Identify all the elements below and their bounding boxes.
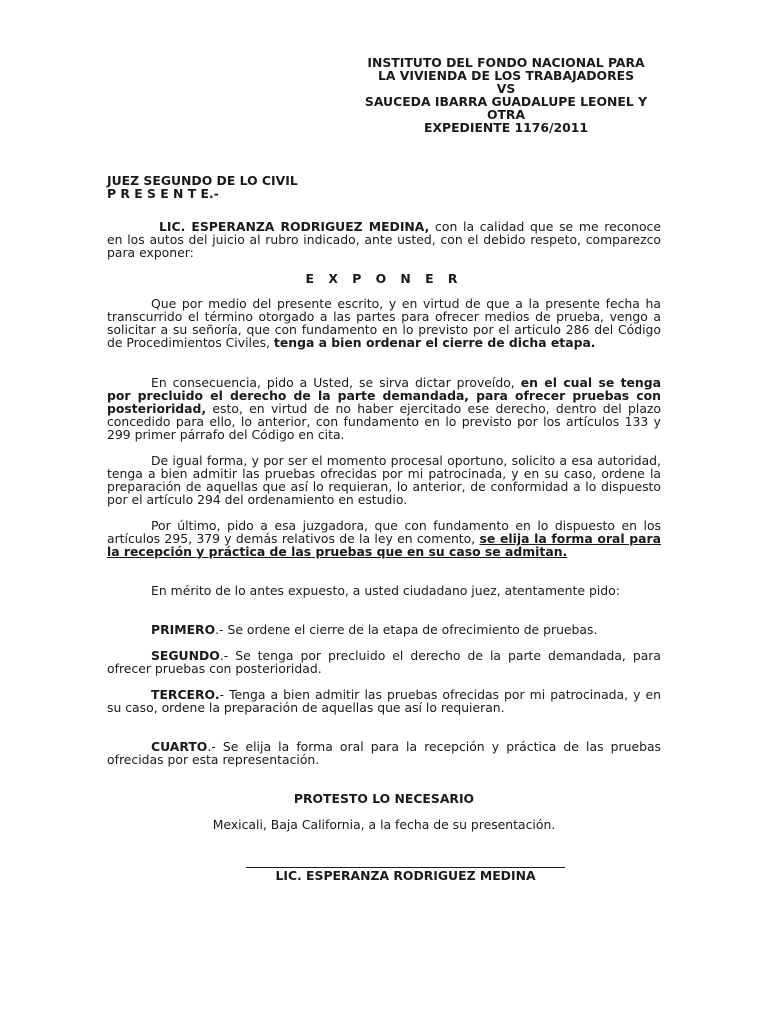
present-line: P R E S E N T E.- [107,186,219,201]
point-label: PRIMERO [151,622,216,637]
intro-paragraph [107,220,661,259]
p5-text: En mérito de lo antes expuesto, a usted ciudadano juez, atentamente pido: [151,583,620,598]
p4-bold-underlined: se elija la forma oral para la recepción y práctica de las pruebas que en su caso se admitan. [107,531,661,559]
paragraph-4 [107,519,661,558]
paragraph-2 [107,376,661,441]
point-tercero [107,688,661,714]
header-line: INSTITUTO DEL FONDO NACIONAL PARA [367,55,645,70]
header-line: VS [496,81,516,96]
petitioner-name: LIC. ESPERANZA RODRIGUEZ MEDINA, [159,219,430,234]
point-text: .- Se elija la forma oral para la recepción y práctica de las pruebas ofrecidas por esta representación. [107,739,661,767]
case-number: EXPEDIENTE 1176/2011 [423,120,589,135]
point-label: CUARTO [151,739,208,754]
point-segundo [107,649,661,675]
case-header [330,56,682,134]
paragraph-5 [107,584,661,597]
p2-text2: esto, en virtud de no haber ejercitado ese derecho, dentro del plazo concedido para ello, lo anterior, con fundamento en lo previsto por los artículos 133 y 299 primer párrafo del Código en cita. [107,401,661,442]
signature-name: LIC. ESPERANZA RODRIGUEZ MEDINA [275,868,536,883]
p1-bold: tenga a bien ordenar el cierre de dicha etapa. [273,335,596,350]
p2-bold: en el cual se tenga por precluido el derecho de la parte demandada, para ofrecer pruebas con posterioridad, [107,375,661,416]
point-label: TERCERO. [151,687,220,702]
header-line: LA VIVIENDA DE LOS TRABAJADORES [377,68,635,83]
point-label: SEGUNDO [151,648,220,663]
header-line: OTRA [486,107,526,122]
judge-title: JUEZ SEGUNDO DE LO CIVIL [107,173,298,188]
point-primero [107,623,661,636]
paragraph-1 [107,297,661,349]
p2-text1: En consecuencia, pido a Usted, se sirva dictar proveído, [151,375,521,390]
point-cuarto [107,740,661,766]
p3-text: De igual forma, y por ser el momento procesal oportuno, solicito a esa autoridad, tenga a bien admitir las pruebas ofrecidas por mi patrocinada, y en su caso, ordene la preparación de aquellas que así lo requieran, lo anterior, de conformidad a lo dispuesto por el artículo 294 del ordenamiento en estudio. [107,453,661,507]
point-text: - Tenga a bien admitir las pruebas ofrecidas por mi patrocinada, y en su caso, ordene la preparación de aquellas que así lo requieran. [107,687,661,715]
point-text: .- Se tenga por precluido el derecho de la parte demandada, para ofrecer pruebas con posterioridad. [107,648,661,676]
protest-line: PROTESTO LO NECESARIO [293,791,475,806]
paragraph-3 [107,454,661,506]
addressee [107,174,661,200]
intro-text: con la calidad que se me reconoce en los autos del juicio al rubro indicado, ante usted, con el debido respeto, comparezco para exponer: [107,219,661,260]
section-title: E X P O N E R [305,271,463,286]
p4-text: Por último, pido a esa juzgadora, que con fundamento en lo dispuesto en los artículos 295, 379 y demás relativos de la ley en comento, [107,518,661,546]
point-text: .- Se ordene el cierre de la etapa de ofrecimiento de pruebas. [215,622,598,637]
header-line: SAUCEDA IBARRA GUADALUPE LEONEL Y [364,94,648,109]
p1-text: Que por medio del presente escrito, y en virtud de que a la presente fecha ha transcurrido el término otorgado a las partes para ofrecer medios de prueba, vengo a solicitar a su señoría, que con fundamento en lo previsto por el articulo 286 del Código de Procedimientos Civiles, [107,296,661,350]
place-date: Mexicali, Baja California, a la fecha de su presentación. [212,817,556,832]
